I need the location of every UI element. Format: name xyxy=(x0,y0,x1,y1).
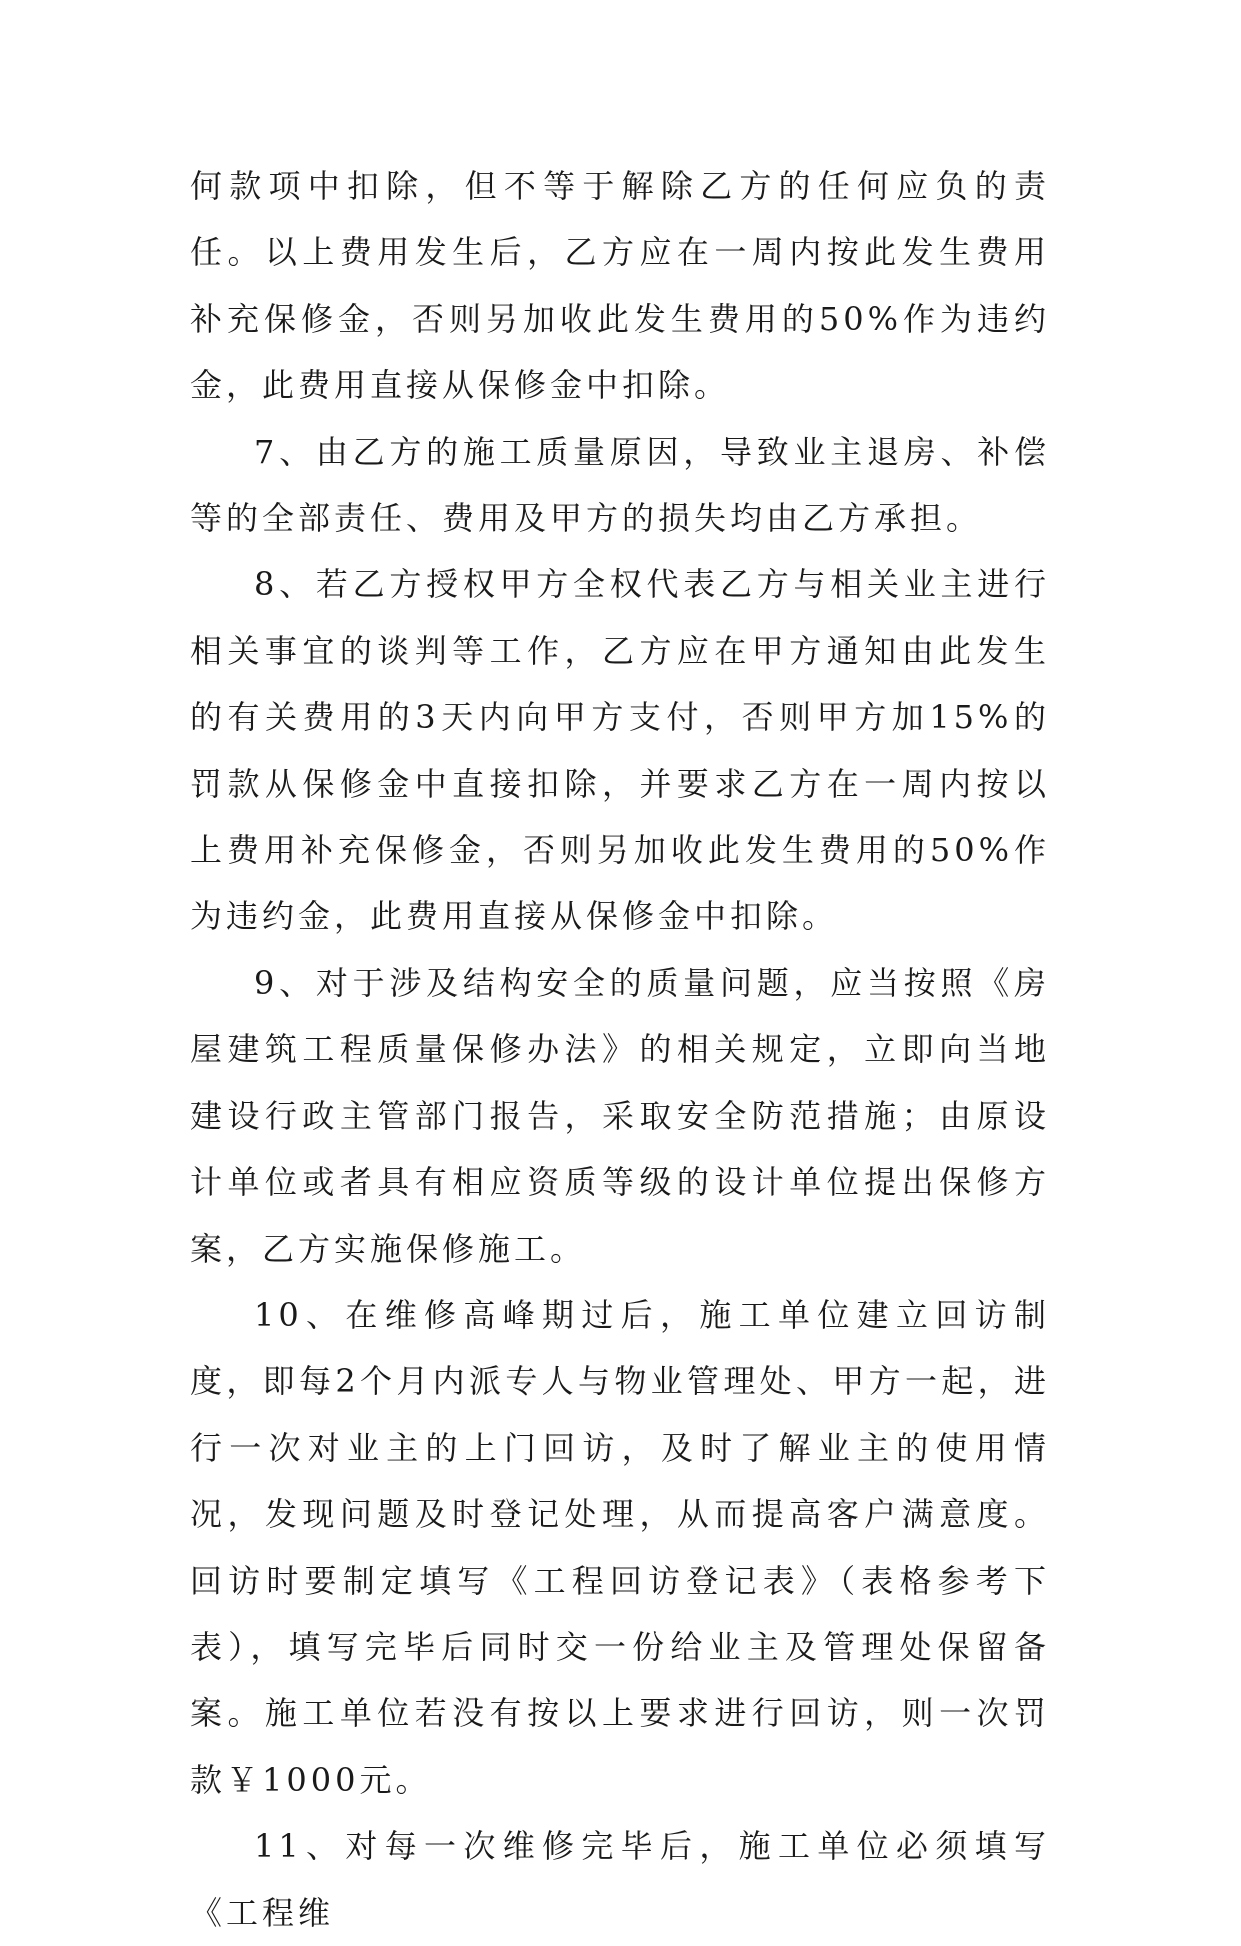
paragraph-clause-9: 9、对于涉及结构安全的质量问题，应当按照《房屋建筑工程质量保修办法》的相关规定，立即向当地建设行政主管部门报告，采取安全防范措施；由原设计单位或者具有相应资质等级的设计单位提出保修方案，乙方实施保修施工。 xyxy=(190,963,1050,1268)
body-text xyxy=(190,153,1050,1946)
paragraph-clause-10: 10、在维修高峰期过后，施工单位建立回访制度，即每2个月内派专人与物业管理处、甲方一起，进行一次对业主的上门回访，及时了解业主的使用情况，发现问题及时登记处理，从而提高客户满意度。回访时要制定填写《工程回访登记表》（表格参考下表），填写完毕后同时交一份给业主及管理处保留备案。施工单位若没有按以上要求进行回访，则一次罚款￥1000元。 xyxy=(190,1295,1050,1799)
paragraph-clause-7: 7、由乙方的施工质量原因，导致业主退房、补偿等的全部责任、费用及甲方的损失均由乙方承担。 xyxy=(190,432,1050,538)
paragraph-continued: 何款项中扣除，但不等于解除乙方的任何应负的责任。以上费用发生后，乙方应在一周内按此发生费用补充保修金，否则另加收此发生费用的50%作为违约金，此费用直接从保修金中扣除。 xyxy=(190,167,1050,405)
paragraph-clause-11: 11、对每一次维修完毕后，施工单位必须填写《工程维 xyxy=(190,1827,1050,1932)
paragraph-clause-8: 8、若乙方授权甲方全权代表乙方与相关业主进行相关事宜的谈判等工作，乙方应在甲方通知由此发生的有关费用的3天内向甲方支付，否则甲方加15%的罚款从保修金中直接扣除，并要求乙方在一周内按以上费用补充保修金，否则另加收此发生费用的50%作为违约金，此费用直接从保修金中扣除。 xyxy=(190,565,1050,936)
